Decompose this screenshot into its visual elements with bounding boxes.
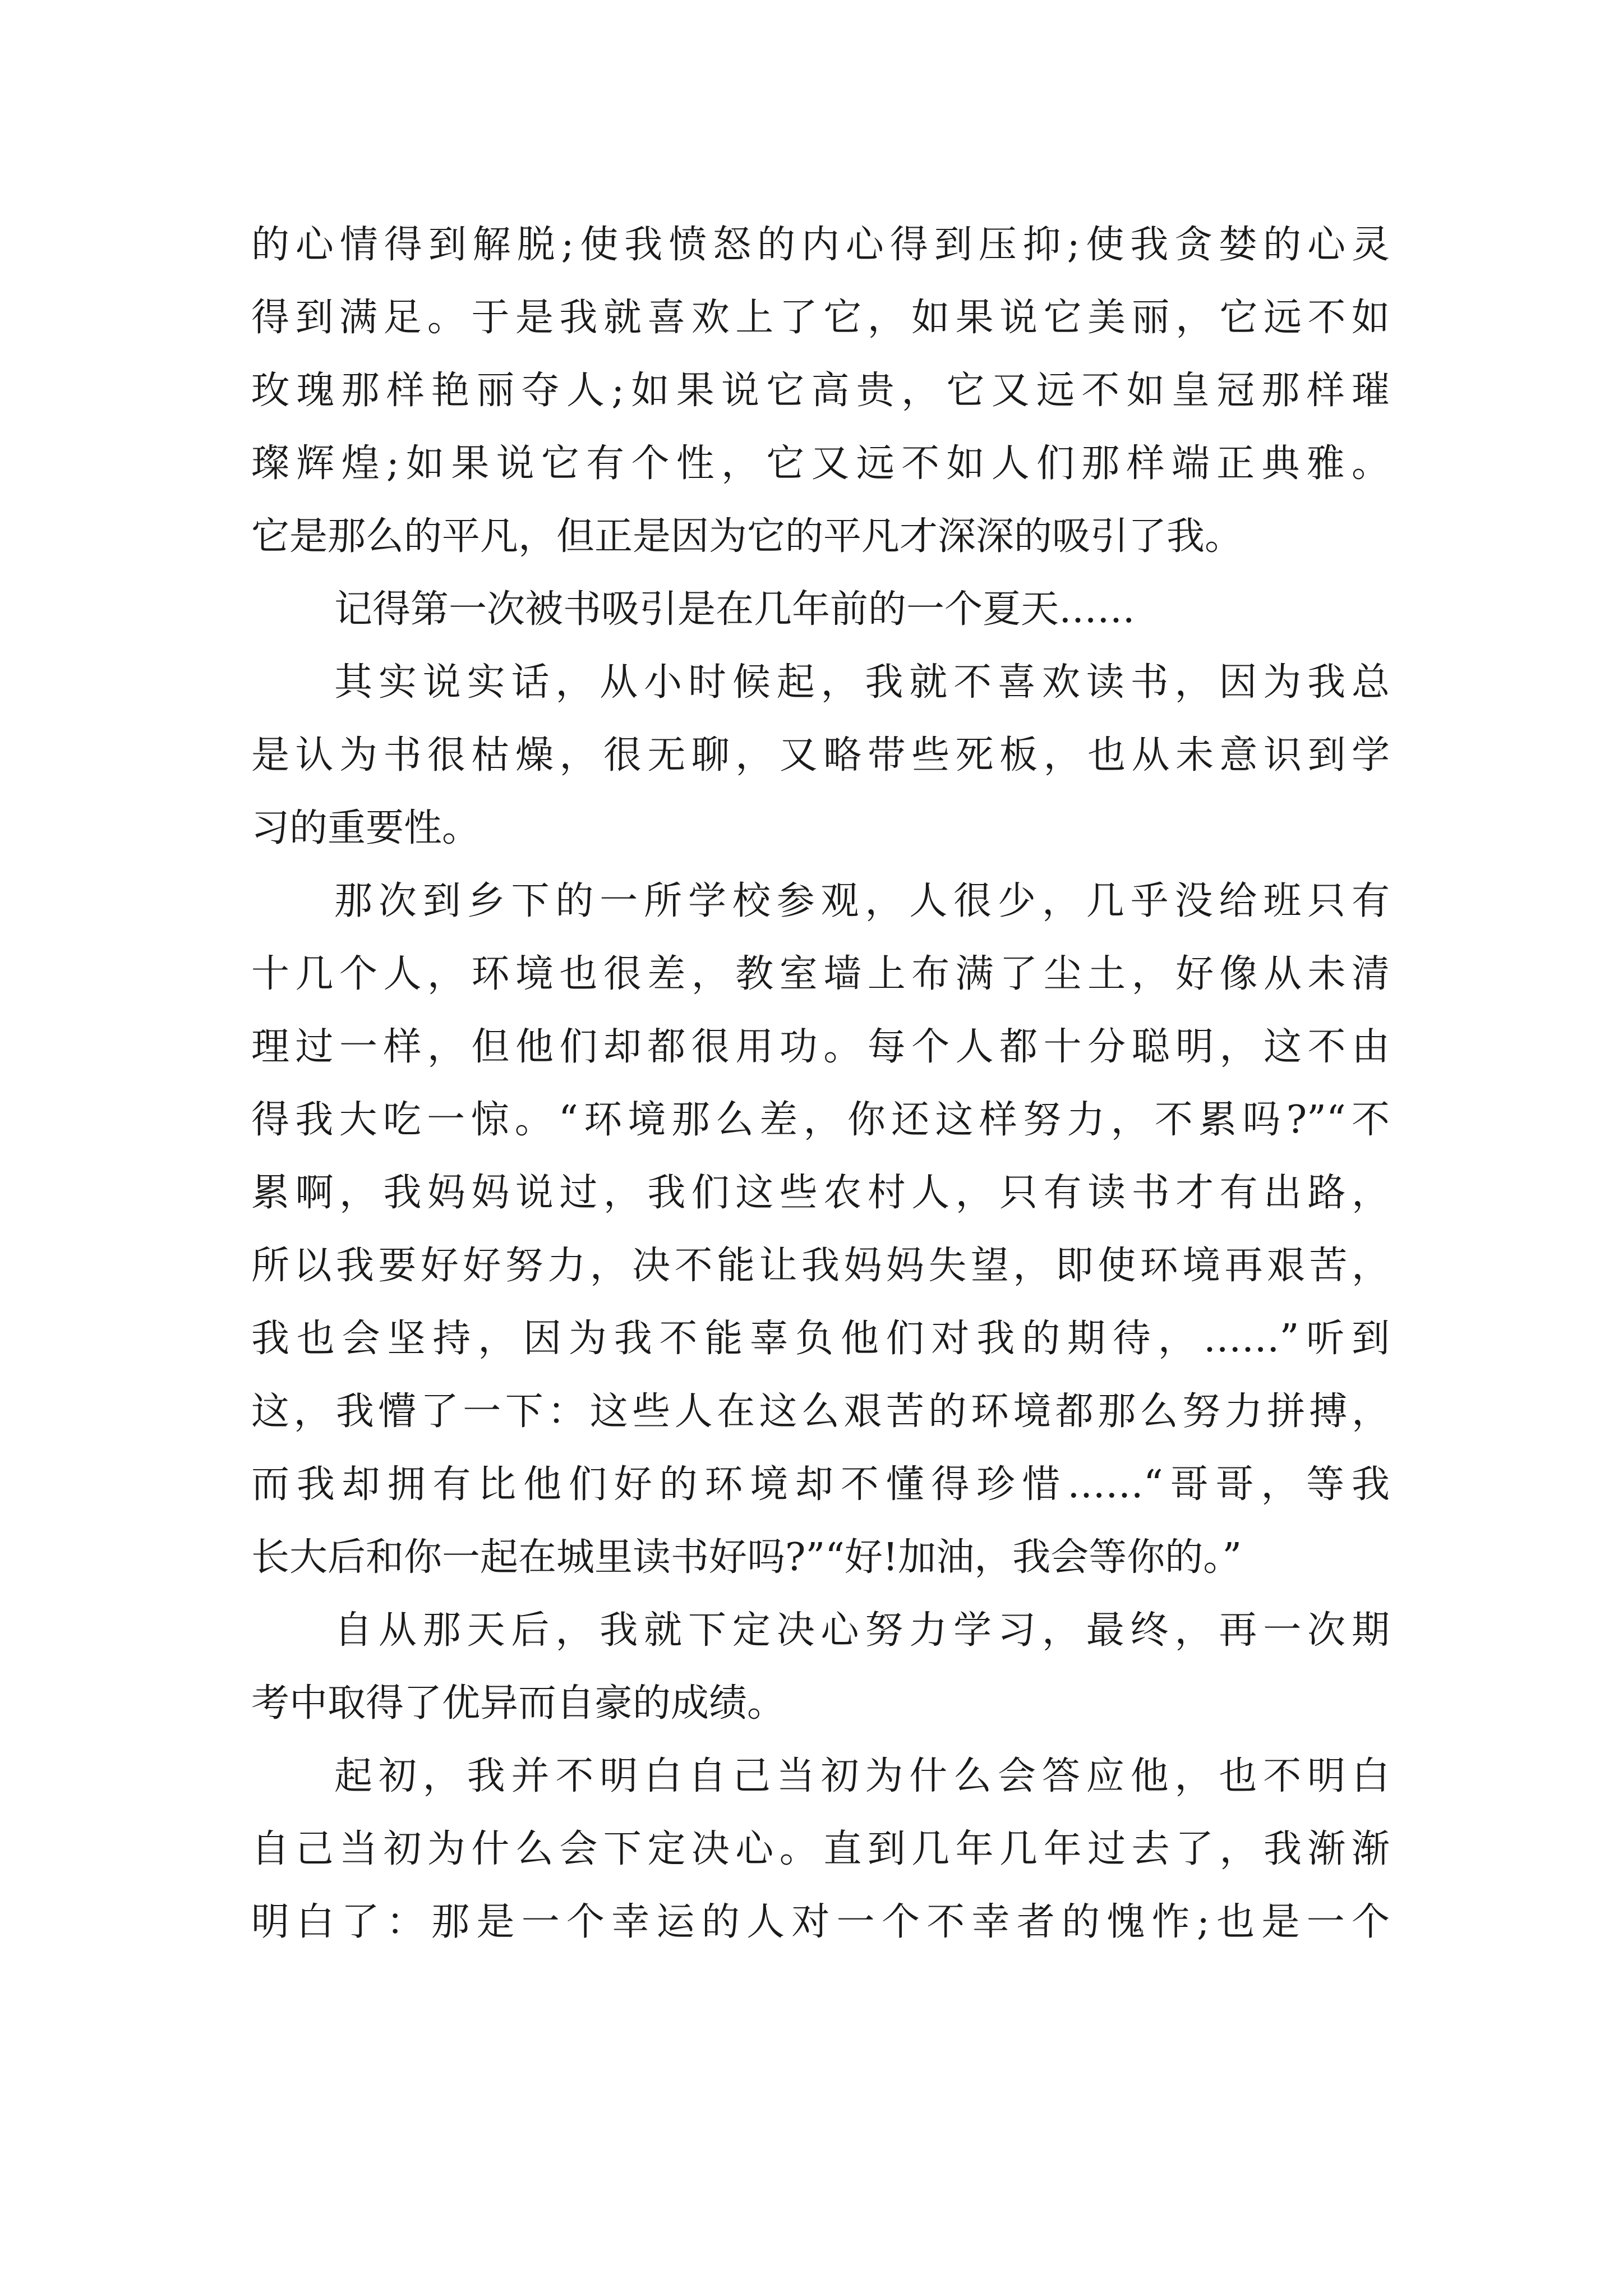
text-line: 玫瑰那样艳丽夺人;如果说它高贵，它又远不如皇冠那样璀 [251, 369, 1390, 413]
text-line: 而我却拥有比他们好的环境却不懂得珍惜……“哥哥，等我 [251, 1462, 1390, 1507]
document-body [251, 209, 1390, 1959]
text-line: 那次到乡下的一所学校参观，人很少，几乎没给班只有 [334, 879, 1390, 923]
text-line: 自己当初为什么会下定决心。直到几年几年过去了，我渐渐 [251, 1827, 1390, 1871]
text-line: 明白了：那是一个幸运的人对一个不幸者的愧怍;也是一个 [251, 1900, 1390, 1944]
text-line: 这，我懵了一下：这些人在这么艰苦的环境都那么努力拼搏， [251, 1389, 1390, 1434]
text-line: 自从那天后，我就下定决心努力学习，最终，再一次期 [334, 1608, 1390, 1653]
text-line: 累啊，我妈妈说过，我们这些农村人，只有读书才有出路， [251, 1171, 1390, 1215]
text-line: 习的重要性。 [251, 806, 481, 850]
text-line: 得到满足。于是我就喜欢上了它，如果说它美丽，它远不如 [251, 296, 1390, 340]
text-line: 是认为书很枯燥，很无聊，又略带些死板，也从未意识到学 [251, 733, 1390, 777]
text-line: 十几个人，环境也很差，教室墙上布满了尘土，好像从未清 [251, 952, 1390, 996]
text-line: 的心情得到解脱;使我愤怒的内心得到压抑;使我贪婪的心灵 [251, 223, 1390, 267]
text-line: 其实说实话，从小时候起，我就不喜欢读书，因为我总 [334, 660, 1390, 705]
text-line: 璨辉煌;如果说它有个性，它又远不如人们那样端正典雅。 [251, 441, 1390, 486]
text-line: 记得第一次被书吸引是在几年前的一个夏天…… [334, 587, 1136, 632]
text-line: 我也会坚持，因为我不能辜负他们对我的期待，……”听到 [251, 1317, 1390, 1361]
text-line: 所以我要好好努力，决不能让我妈妈失望，即使环境再艰苦， [251, 1244, 1390, 1288]
text-line: 它是那么的平凡，但正是因为它的平凡才深深的吸引了我。 [251, 514, 1243, 559]
text-line: 长大后和你一起在城里读书好吗?”“好!加油，我会等你的。” [251, 1535, 1242, 1580]
text-line: 得我大吃一惊。“环境那么差，你还这样努力，不累吗?”“不 [251, 1098, 1390, 1142]
text-line: 考中取得了优异而自豪的成绩。 [251, 1681, 786, 1726]
text-line: 起初，我并不明白自己当初为什么会答应他，也不明白 [334, 1754, 1390, 1798]
text-line: 理过一样，但他们却都很用功。每个人都十分聪明，这不由 [251, 1025, 1390, 1069]
